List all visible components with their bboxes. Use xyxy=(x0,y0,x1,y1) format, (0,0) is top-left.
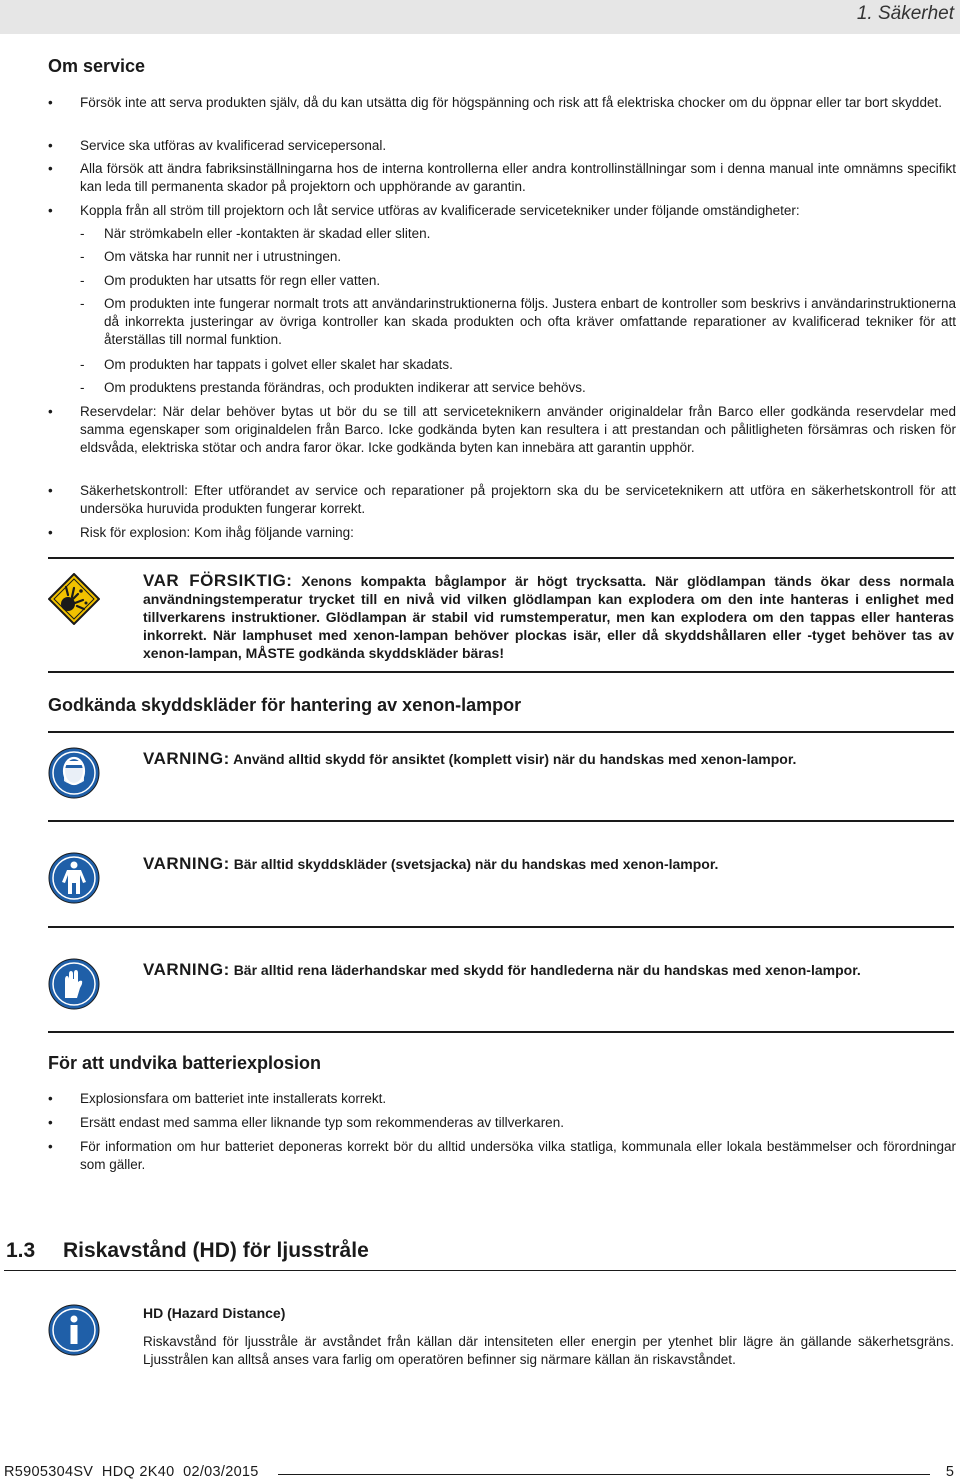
bullet-icon: • xyxy=(48,1139,53,1154)
page-header-band xyxy=(0,0,960,34)
warning-text: VARNING: Bär alltid skyddskläder (svetsjacka) när du handskas med xenon-lampor. xyxy=(143,854,719,873)
page-number: 5 xyxy=(945,1464,954,1480)
section-heading-battery: För att undvika batteriexplosion xyxy=(48,1053,322,1073)
divider xyxy=(48,926,954,928)
section-title: Riskavstånd (HD) för ljusstråle xyxy=(63,1239,369,1262)
divider xyxy=(48,1031,954,1033)
warning-text: VARNING: Bär alltid rena läderhandskar med skydd för handlederna när du handskas med xenon-lampor. xyxy=(143,960,861,979)
warning-keyword: VARNING: xyxy=(143,854,230,873)
bullet-icon: • xyxy=(48,203,53,218)
warning-text: VARNING: Använd alltid skydd för ansiktet (komplett visir) när du handskas med xenon-lampor. xyxy=(143,749,797,768)
caution-keyword: VAR FÖRSIKTIG: xyxy=(143,571,293,590)
section-heading-service: Om service xyxy=(48,56,146,76)
info-icon xyxy=(48,1304,100,1356)
list-item: • Försök inte att serva produkten själv, då du kan utsätta dig för högspänning och risk att få elektriska chocker om du öppnar eller tar bort skyddet. xyxy=(48,95,942,110)
bullet-icon: • xyxy=(48,161,53,176)
bullet-icon: • xyxy=(48,483,53,498)
divider xyxy=(48,820,954,822)
warning-keyword: VARNING: xyxy=(143,960,230,979)
list-item: • Ersätt endast med samma eller liknande typ som rekommenderas av tillverkaren. xyxy=(48,1115,564,1130)
list-item: • Alla försök att ändra fabriksinställningarna hos de interna kontrollerna eller andra kontrollinställningar som i denna manual inte omnämns specifikt kan leda till permanenta skador på projektorn och upphörande av garantin. xyxy=(48,161,956,194)
warning-keyword: VARNING: xyxy=(143,749,230,768)
footer-doc-id: R5905304SV HDQ 2K40 02/03/2015 xyxy=(4,1464,259,1480)
bullet-icon: • xyxy=(48,138,53,153)
bullet-icon: • xyxy=(48,525,53,540)
divider xyxy=(48,671,954,673)
gloves-icon xyxy=(48,958,100,1010)
list-item: • Reservdelar: När delar behöver bytas ut bör du se till att serviceteknikern använder originaldelar från Barco eller godkända reservdelar med samma egenskaper som originaldelen från Barco. Icke godkända byten kan resultera i att prestandan och pålitligheten försämras och risken för eldsvåda, elektriska stötar och andra faror ökar. Icke godkända byten kan innebära att garantin upphör. xyxy=(48,404,956,455)
face-shield-icon xyxy=(48,747,100,799)
section-number: 1.3 xyxy=(6,1239,36,1262)
list-item: • Koppla från all ström till projektorn och låt service utföras av kvalificerade servicetekniker under följande omständigheter: xyxy=(48,203,800,218)
explosion-warning-icon xyxy=(48,573,100,625)
protective-suit-icon xyxy=(48,852,100,904)
section-heading-protective: Godkända skyddskläder för hantering av xenon-lampor xyxy=(48,695,522,715)
list-item: • Service ska utföras av kvalificerad servicepersonal. xyxy=(48,138,387,153)
bullet-icon: • xyxy=(48,404,53,419)
section-rule xyxy=(4,1270,956,1271)
bullet-icon: • xyxy=(48,1115,53,1130)
bullet-icon: • xyxy=(48,1091,53,1106)
chapter-title: 1. Säkerhet xyxy=(856,3,954,24)
bullet-icon: • xyxy=(48,95,53,110)
caution-text: VAR FÖRSIKTIG: Xenons kompakta båglampor är högt trycksatta. När glödlampan tänds ökar dess normala användningstemperatur trycket till en nivå vid vilken glödlampan kan explodera om den inte hanteras i enlighet med tillverkarens instruktioner. Glödlampan är stabil vid rumstemperatur, men kan explodera om den tappas eller hanteras inkorrekt. När lamphuset med xenon-lampan behöver plockas isär, eller då skyddshållaren eller -tyget behöver tas av xenon-lampan, MÅSTE godkända skyddskläder bäras! xyxy=(143,571,954,661)
footer-rule xyxy=(278,1474,930,1475)
list-item: • För information om hur batteriet deponeras korrekt bör du alltid undersöka vilka statliga, kommunala eller lokala bestämmelser och förordningar som gäller. xyxy=(48,1139,956,1172)
list-item: • Explosionsfara om batteriet inte installerats korrekt. xyxy=(48,1091,387,1106)
divider xyxy=(48,557,954,559)
note-title: HD (Hazard Distance) xyxy=(143,1305,286,1321)
note-text: Riskavstånd för ljusstråle är avståndet från källan där intensiteten eller energin per ytenhet blir lägre än gällande säkerhetsgräns. Ljusstrålen kan alltså anses vara farlig om operatören befinner sig närmare källan än riskavståndet. xyxy=(143,1334,954,1367)
list-item: • Säkerhetskontroll: Efter utförandet av service och reparationer på projektorn ska du be serviceteknikern att utföra en säkerhetskontroll för att undersöka huruvida produkten fungerar korrekt. xyxy=(48,483,956,516)
divider xyxy=(48,731,954,733)
list-item: • Risk för explosion: Kom ihåg följande varning: xyxy=(48,525,354,540)
